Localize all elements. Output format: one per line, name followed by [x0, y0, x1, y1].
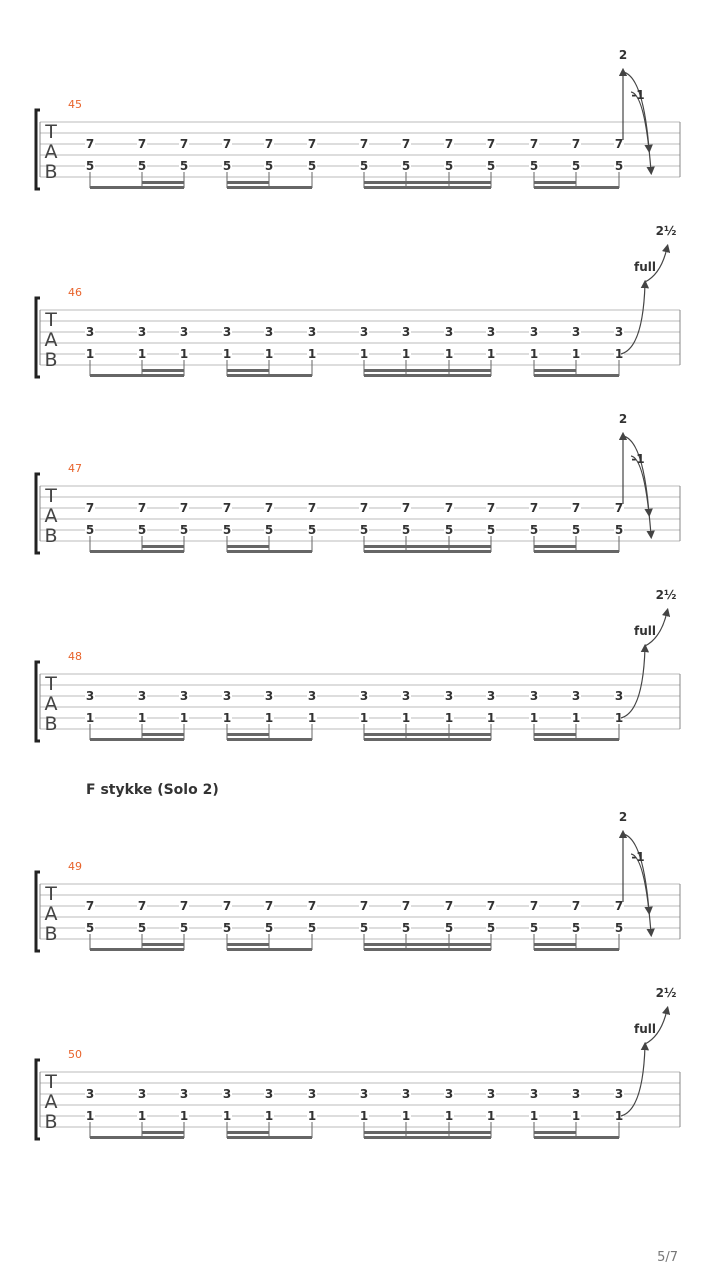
bend-full-label: full — [634, 624, 656, 638]
tab-clef-letter: A — [44, 1091, 58, 1113]
fret-number-lower: 5 — [359, 523, 369, 537]
fret-number-lower: 1 — [264, 1109, 274, 1123]
fret-number-upper: 7 — [359, 137, 369, 151]
fret-number-lower: 5 — [264, 921, 274, 935]
fret-number-upper: 7 — [614, 501, 624, 515]
bend-full-label: full — [634, 260, 656, 274]
beam-secondary — [364, 545, 491, 548]
fret-number-upper: 3 — [401, 689, 411, 703]
measure-number: 50 — [68, 1048, 82, 1061]
fret-number-lower: 1 — [401, 347, 411, 361]
fret-number-lower: 5 — [571, 159, 581, 173]
fret-number-lower: 1 — [401, 1109, 411, 1123]
fret-number-upper: 7 — [486, 899, 496, 913]
fret-number-upper: 3 — [264, 1087, 274, 1101]
fret-number-lower: 5 — [137, 523, 147, 537]
fret-number-lower: 1 — [222, 711, 232, 725]
fret-number-lower: 1 — [179, 711, 189, 725]
fret-number-upper: 3 — [444, 325, 454, 339]
beam-primary — [534, 1136, 619, 1139]
beam-secondary — [142, 369, 184, 372]
fret-number-upper: 3 — [179, 325, 189, 339]
fret-number-lower: 5 — [486, 159, 496, 173]
fret-number-lower: 5 — [486, 523, 496, 537]
fret-number-upper: 7 — [401, 501, 411, 515]
tab-clef-letter: B — [44, 923, 58, 945]
beam-secondary — [534, 181, 576, 184]
fret-number-upper: 7 — [264, 137, 274, 151]
fret-number-upper: 3 — [137, 1087, 147, 1101]
bend-up-label: 2 — [618, 810, 628, 824]
fret-number-lower: 1 — [614, 711, 624, 725]
bend-release-curve-lower — [631, 456, 651, 535]
beam-primary — [90, 550, 184, 553]
beam-secondary — [227, 181, 269, 184]
fret-number-lower: 5 — [222, 921, 232, 935]
fret-number-lower: 1 — [529, 1109, 539, 1123]
measure-number: 48 — [68, 650, 82, 663]
fret-number-upper: 3 — [307, 1087, 317, 1101]
beam-secondary — [227, 733, 269, 736]
fret-number-upper: 3 — [85, 325, 95, 339]
fret-number-upper: 3 — [359, 1087, 369, 1101]
fret-number-upper: 7 — [307, 899, 317, 913]
fret-number-lower: 1 — [222, 347, 232, 361]
fret-number-lower: 5 — [85, 523, 95, 537]
fret-number-lower: 1 — [614, 1109, 624, 1123]
bend-release-curve — [623, 436, 649, 513]
beam-secondary — [534, 369, 576, 372]
fret-number-lower: 5 — [444, 921, 454, 935]
fret-number-lower: 1 — [401, 711, 411, 725]
tab-clef-letter: B — [44, 349, 58, 371]
beam-primary — [90, 738, 184, 741]
fret-number-upper: 7 — [529, 899, 539, 913]
beam-secondary — [534, 733, 576, 736]
fret-number-lower: 1 — [264, 347, 274, 361]
beam-secondary — [142, 733, 184, 736]
fret-number-upper: 7 — [179, 899, 189, 913]
page-number: 5/7 — [657, 1250, 678, 1265]
beam-primary — [534, 186, 619, 189]
fret-number-upper: 7 — [359, 501, 369, 515]
bend-release-curve-lower — [631, 854, 651, 933]
fret-number-lower: 1 — [444, 347, 454, 361]
fret-number-lower: 5 — [137, 921, 147, 935]
tab-clef-letter: T — [45, 883, 57, 905]
beam-primary — [227, 374, 312, 377]
fret-number-lower: 5 — [222, 159, 232, 173]
beam-secondary — [364, 181, 491, 184]
fret-number-upper: 7 — [179, 137, 189, 151]
fret-number-lower: 1 — [359, 711, 369, 725]
fret-number-upper: 3 — [614, 325, 624, 339]
fret-number-upper: 7 — [137, 899, 147, 913]
tab-clef-letter: A — [44, 141, 58, 163]
fret-number-lower: 5 — [359, 159, 369, 173]
staff-bracket — [36, 1060, 40, 1139]
beam-secondary — [142, 181, 184, 184]
bend-up-label: 2½ — [655, 986, 677, 1000]
fret-number-lower: 1 — [359, 1109, 369, 1123]
tab-clef-letter: B — [44, 161, 58, 183]
beam-secondary — [227, 369, 269, 372]
tab-clef-letter: A — [44, 903, 58, 925]
fret-number-lower: 5 — [614, 921, 624, 935]
fret-number-lower: 5 — [401, 921, 411, 935]
fret-number-upper: 7 — [85, 137, 95, 151]
fret-number-lower: 1 — [529, 347, 539, 361]
fret-number-lower: 5 — [571, 921, 581, 935]
fret-number-upper: 3 — [264, 689, 274, 703]
fret-number-upper: 7 — [401, 899, 411, 913]
fret-number-upper: 3 — [179, 1087, 189, 1101]
fret-number-lower: 1 — [179, 347, 189, 361]
fret-number-upper: 3 — [307, 689, 317, 703]
staff-system-48 — [36, 588, 680, 741]
fret-number-upper: 3 — [401, 325, 411, 339]
beam-primary — [364, 738, 491, 741]
beam-primary — [90, 948, 184, 951]
fret-number-lower: 1 — [85, 347, 95, 361]
tab-clef-letter: T — [45, 309, 57, 331]
staff-bracket — [36, 110, 40, 189]
bend-release-curve — [623, 72, 649, 149]
beam-primary — [534, 738, 619, 741]
beam-secondary — [142, 943, 184, 946]
beam-secondary — [534, 943, 576, 946]
fret-number-upper: 7 — [222, 899, 232, 913]
beam-secondary — [227, 943, 269, 946]
fret-number-upper: 3 — [571, 325, 581, 339]
fret-number-lower: 5 — [486, 921, 496, 935]
beam-secondary — [364, 369, 491, 372]
beam-secondary — [142, 545, 184, 548]
measure-number: 47 — [68, 462, 82, 475]
measure-number: 45 — [68, 98, 82, 111]
beam-primary — [364, 1136, 491, 1139]
bend-release-curve — [623, 834, 649, 911]
fret-number-upper: 3 — [444, 1087, 454, 1101]
fret-number-lower: 5 — [179, 921, 189, 935]
fret-number-lower: 1 — [359, 347, 369, 361]
fret-number-lower: 1 — [264, 711, 274, 725]
fret-number-upper: 7 — [85, 899, 95, 913]
fret-number-upper: 7 — [486, 501, 496, 515]
fret-number-lower: 5 — [401, 523, 411, 537]
fret-number-upper: 3 — [222, 689, 232, 703]
fret-number-upper: 3 — [222, 1087, 232, 1101]
beam-primary — [227, 186, 312, 189]
fret-number-upper: 3 — [264, 325, 274, 339]
beam-secondary — [142, 1131, 184, 1134]
beam-secondary — [227, 1131, 269, 1134]
fret-number-upper: 7 — [222, 137, 232, 151]
fret-number-upper: 7 — [137, 137, 147, 151]
fret-number-lower: 5 — [137, 159, 147, 173]
fret-number-lower: 5 — [307, 159, 317, 173]
fret-number-lower: 1 — [85, 1109, 95, 1123]
fret-number-lower: 5 — [529, 159, 539, 173]
fret-number-upper: 7 — [401, 137, 411, 151]
bend-release-curve-lower — [631, 92, 651, 171]
fret-number-lower: 1 — [486, 347, 496, 361]
fret-number-lower: 1 — [571, 1109, 581, 1123]
fret-number-upper: 7 — [137, 501, 147, 515]
beam-primary — [227, 948, 312, 951]
fret-number-upper: 3 — [486, 689, 496, 703]
tab-clef-letter: B — [44, 713, 58, 735]
fret-number-upper: 3 — [85, 689, 95, 703]
fret-number-lower: 1 — [571, 711, 581, 725]
staff-system-46 — [36, 224, 680, 377]
beam-primary — [364, 186, 491, 189]
fret-number-upper: 7 — [264, 899, 274, 913]
fret-number-upper: 3 — [85, 1087, 95, 1101]
fret-number-lower: 5 — [179, 159, 189, 173]
fret-number-upper: 3 — [571, 1087, 581, 1101]
beam-primary — [534, 550, 619, 553]
fret-number-upper: 3 — [137, 325, 147, 339]
bend-full-label: full — [634, 1022, 656, 1036]
fret-number-lower: 1 — [486, 711, 496, 725]
bend-up-label: 2 — [618, 412, 628, 426]
fret-number-lower: 1 — [85, 711, 95, 725]
fret-number-upper: 7 — [179, 501, 189, 515]
fret-number-upper: 7 — [486, 137, 496, 151]
fret-number-lower: 1 — [307, 1109, 317, 1123]
fret-number-lower: 1 — [444, 711, 454, 725]
beam-primary — [227, 550, 312, 553]
beam-secondary — [534, 545, 576, 548]
fret-number-upper: 3 — [529, 689, 539, 703]
fret-number-lower: 1 — [486, 1109, 496, 1123]
fret-number-upper: 3 — [486, 1087, 496, 1101]
fret-number-lower: 1 — [222, 1109, 232, 1123]
fret-number-upper: 7 — [307, 137, 317, 151]
fret-number-lower: 5 — [179, 523, 189, 537]
bend-release-label: -1 — [631, 850, 645, 864]
fret-number-upper: 7 — [359, 899, 369, 913]
beam-secondary — [364, 1131, 491, 1134]
staff-system-45 — [36, 48, 680, 189]
fret-number-lower: 1 — [571, 347, 581, 361]
fret-number-lower: 5 — [222, 523, 232, 537]
fret-number-upper: 3 — [614, 1087, 624, 1101]
bend-release-label: -1 — [631, 452, 645, 466]
fret-number-upper: 7 — [571, 501, 581, 515]
staff-bracket — [36, 872, 40, 951]
fret-number-lower: 5 — [529, 523, 539, 537]
fret-number-lower: 5 — [571, 523, 581, 537]
fret-number-upper: 3 — [137, 689, 147, 703]
fret-number-lower: 5 — [401, 159, 411, 173]
fret-number-lower: 5 — [614, 523, 624, 537]
fret-number-upper: 3 — [529, 325, 539, 339]
fret-number-upper: 3 — [359, 325, 369, 339]
fret-number-lower: 1 — [307, 711, 317, 725]
fret-number-upper: 7 — [614, 137, 624, 151]
fret-number-lower: 5 — [85, 159, 95, 173]
fret-number-upper: 7 — [85, 501, 95, 515]
fret-number-upper: 3 — [179, 689, 189, 703]
fret-number-upper: 3 — [222, 325, 232, 339]
beam-primary — [90, 1136, 184, 1139]
fret-number-upper: 7 — [307, 501, 317, 515]
bend-up-label: 2 — [618, 48, 628, 62]
beam-primary — [90, 186, 184, 189]
fret-number-upper: 7 — [444, 137, 454, 151]
fret-number-lower: 1 — [307, 347, 317, 361]
fret-number-upper: 3 — [614, 689, 624, 703]
fret-number-upper: 3 — [529, 1087, 539, 1101]
fret-number-upper: 7 — [571, 137, 581, 151]
fret-number-lower: 1 — [444, 1109, 454, 1123]
section-label: F stykke (Solo 2) — [86, 782, 219, 798]
fret-number-upper: 7 — [264, 501, 274, 515]
fret-number-upper: 7 — [444, 501, 454, 515]
bend-release-label: -1 — [631, 88, 645, 102]
beam-secondary — [364, 733, 491, 736]
fret-number-upper: 7 — [529, 137, 539, 151]
beam-secondary — [227, 545, 269, 548]
fret-number-lower: 1 — [137, 711, 147, 725]
fret-number-upper: 3 — [401, 1087, 411, 1101]
fret-number-lower: 1 — [137, 347, 147, 361]
fret-number-lower: 5 — [85, 921, 95, 935]
staff-bracket — [36, 662, 40, 741]
fret-number-upper: 7 — [529, 501, 539, 515]
fret-number-lower: 5 — [264, 159, 274, 173]
fret-number-upper: 3 — [359, 689, 369, 703]
beam-primary — [364, 550, 491, 553]
fret-number-upper: 7 — [444, 899, 454, 913]
staff-bracket — [36, 474, 40, 553]
tab-clef-letter: T — [45, 673, 57, 695]
staff-system-47 — [36, 412, 680, 553]
fret-number-lower: 1 — [137, 1109, 147, 1123]
fret-number-upper: 7 — [571, 899, 581, 913]
tab-clef-letter: T — [45, 1071, 57, 1093]
fret-number-lower: 5 — [307, 921, 317, 935]
staff-system-50 — [36, 986, 680, 1139]
bend-up-label: 2½ — [655, 588, 677, 602]
beam-secondary — [534, 1131, 576, 1134]
bend-up-label: 2½ — [655, 224, 677, 238]
measure-number: 49 — [68, 860, 82, 873]
staff-bracket — [36, 298, 40, 377]
fret-number-upper: 3 — [571, 689, 581, 703]
measure-number: 46 — [68, 286, 82, 299]
fret-number-lower: 5 — [614, 159, 624, 173]
tab-clef-letter: A — [44, 505, 58, 527]
fret-number-upper: 3 — [444, 689, 454, 703]
fret-number-lower: 5 — [444, 523, 454, 537]
fret-number-lower: 5 — [444, 159, 454, 173]
fret-number-upper: 3 — [307, 325, 317, 339]
beam-primary — [364, 948, 491, 951]
fret-number-upper: 7 — [222, 501, 232, 515]
fret-number-upper: 7 — [614, 899, 624, 913]
tab-clef-letter: T — [45, 121, 57, 143]
tab-clef-letter: A — [44, 693, 58, 715]
beam-primary — [364, 374, 491, 377]
fret-number-lower: 1 — [614, 347, 624, 361]
beam-primary — [227, 738, 312, 741]
tab-clef-letter: T — [45, 485, 57, 507]
tab-clef-letter: B — [44, 525, 58, 547]
beam-primary — [227, 1136, 312, 1139]
fret-number-upper: 3 — [486, 325, 496, 339]
fret-number-lower: 5 — [307, 523, 317, 537]
tab-clef-letter: A — [44, 329, 58, 351]
fret-number-lower: 1 — [179, 1109, 189, 1123]
fret-number-lower: 5 — [359, 921, 369, 935]
fret-number-lower: 1 — [529, 711, 539, 725]
beam-primary — [90, 374, 184, 377]
fret-number-lower: 5 — [264, 523, 274, 537]
beam-secondary — [364, 943, 491, 946]
beam-primary — [534, 374, 619, 377]
beam-primary — [534, 948, 619, 951]
tab-clef-letter: B — [44, 1111, 58, 1133]
fret-number-lower: 5 — [529, 921, 539, 935]
staff-system-49 — [36, 810, 680, 951]
